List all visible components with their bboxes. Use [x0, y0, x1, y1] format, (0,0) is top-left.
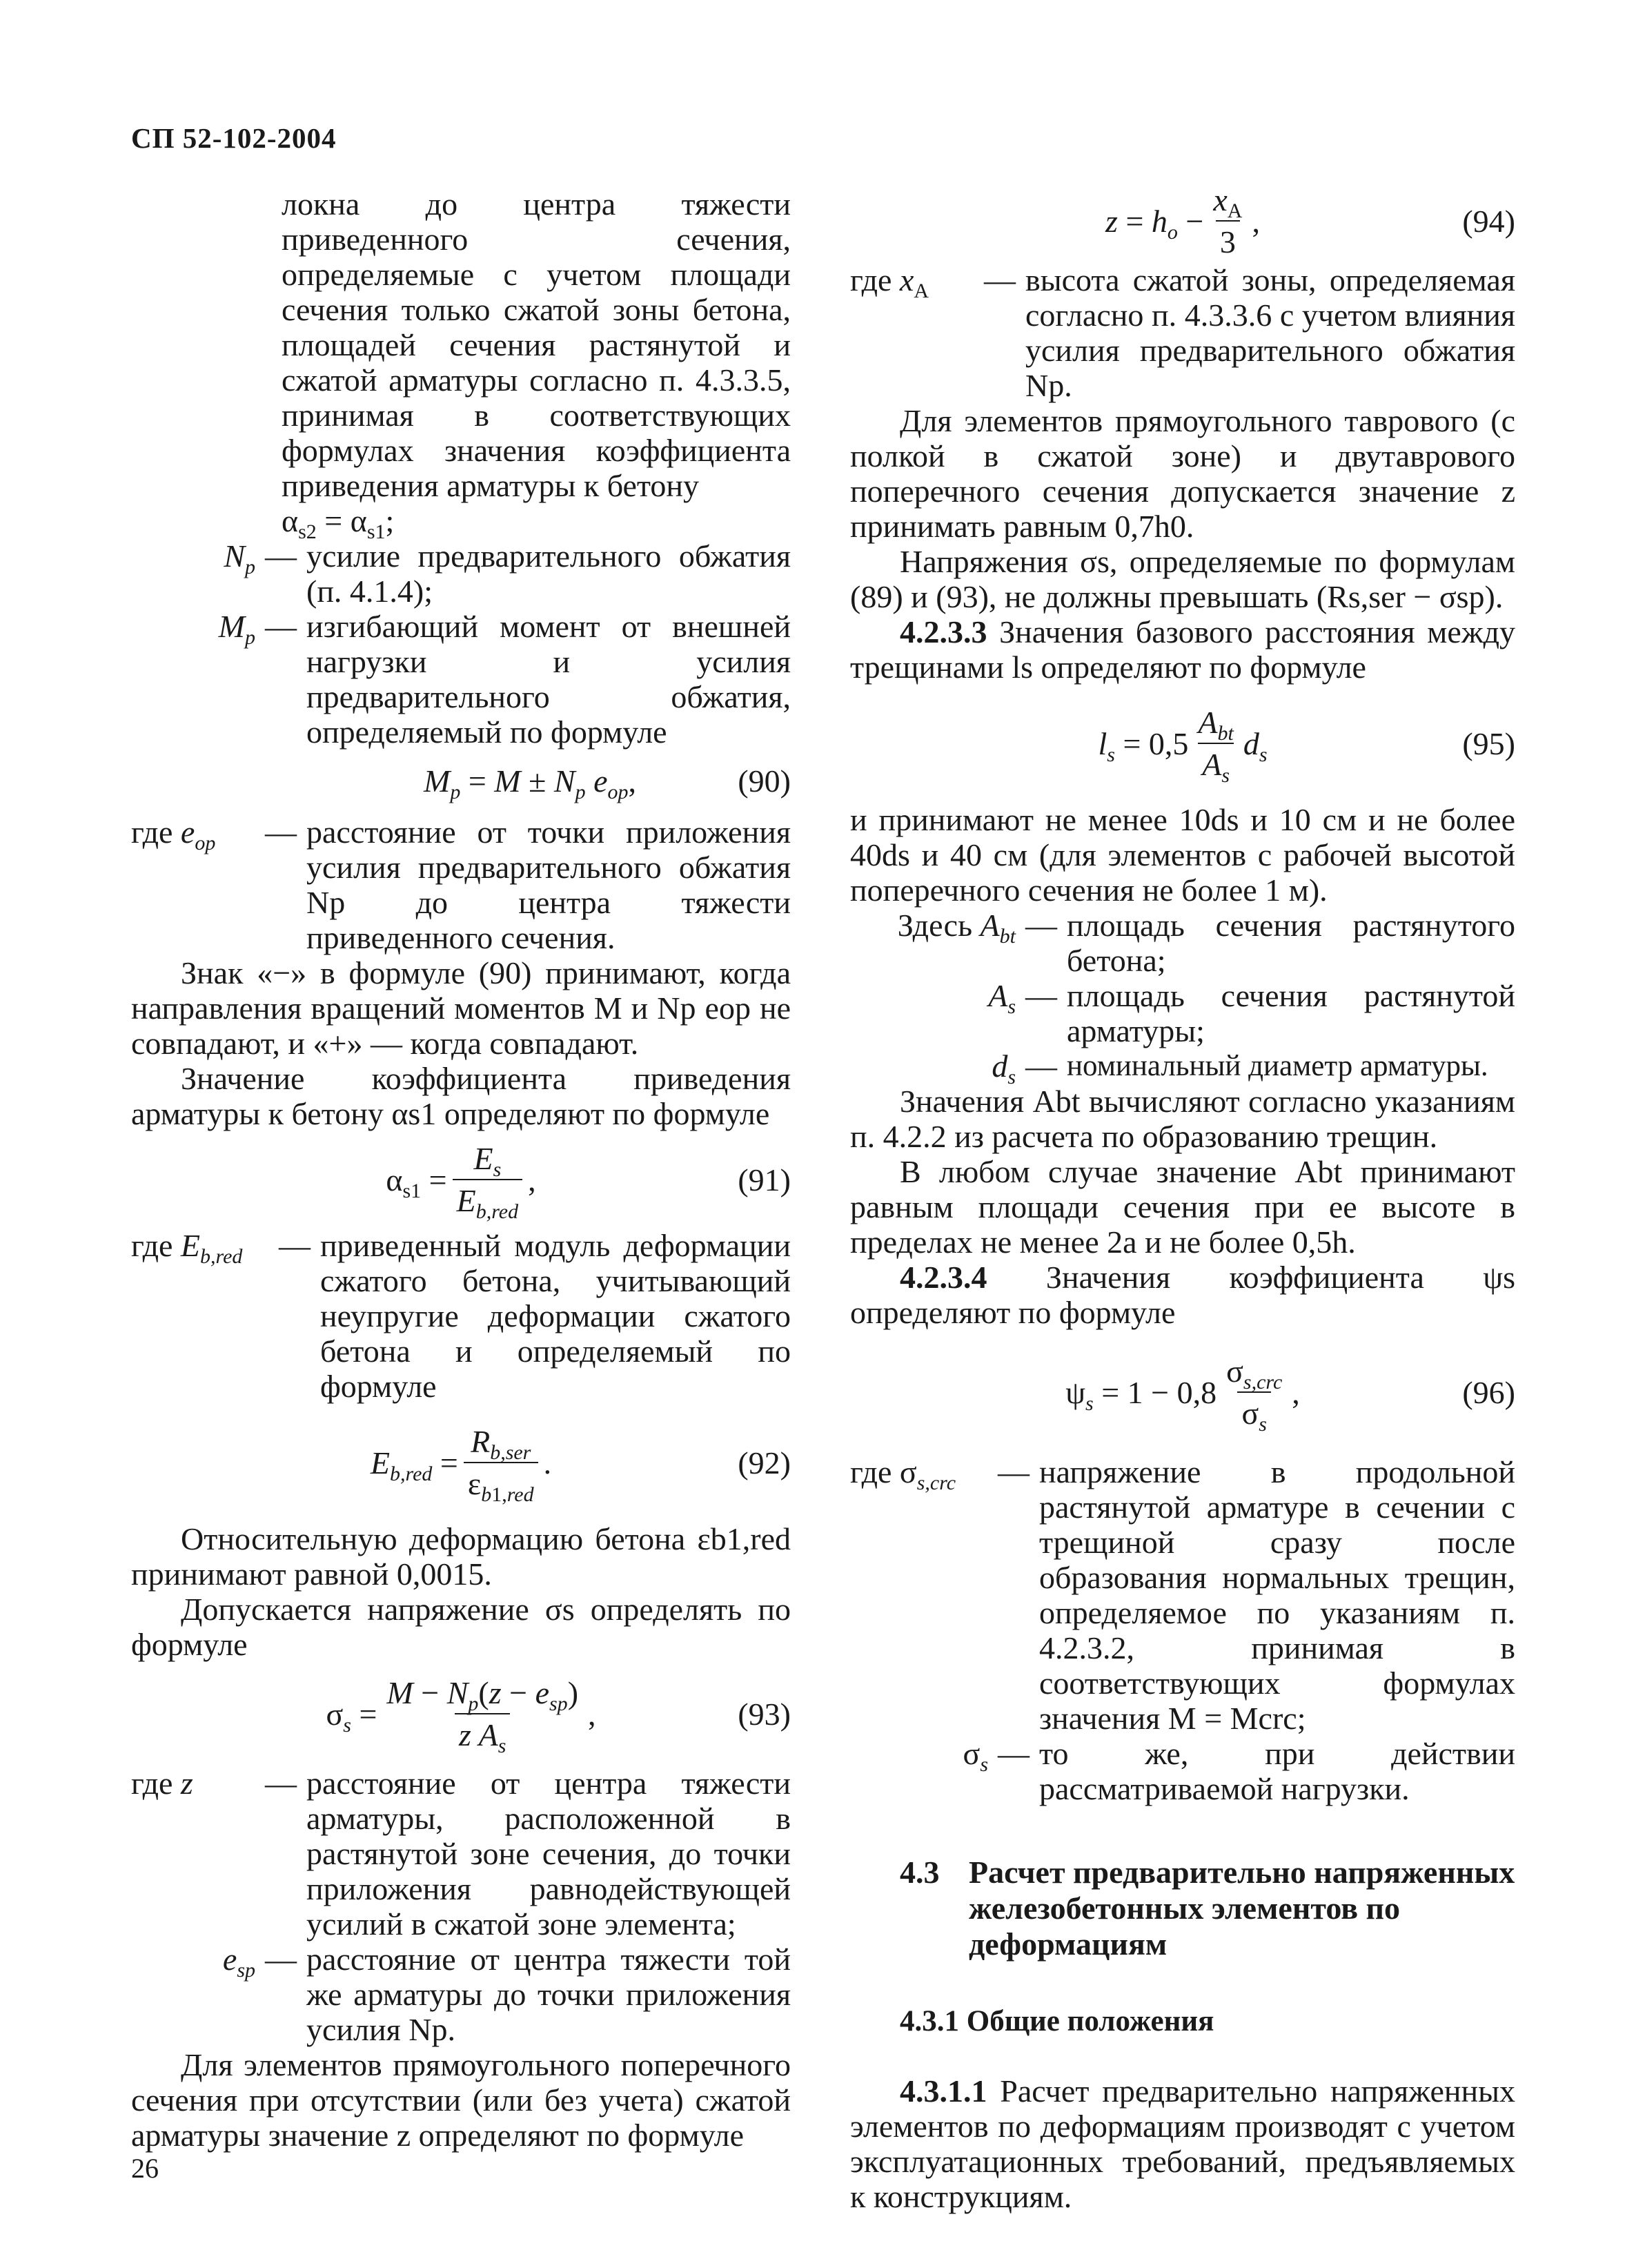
- dash: —: [998, 1736, 1030, 1771]
- equation-91: $\alpha_{s1}$ = $\frac{E_s}{E_{b,red}}$ , (91): [386, 1141, 791, 1223]
- dash: —: [279, 1228, 311, 1263]
- definition-text: то же, при действии рассматриваемой нагрузки.: [1039, 1736, 1515, 1806]
- dash: —: [265, 538, 297, 574]
- equation-number: (93): [738, 1696, 791, 1732]
- definition-text: номинальный диаметр арматуры.: [1067, 1050, 1488, 1082]
- symbol-eop: где $e_{op}$: [131, 814, 216, 854]
- paragraph-min: и принимают не менее 10ds и 10 см и не более 40ds и 40 см (для элементов с рабочей высотой поперечного сечения не более 1 м).: [850, 802, 1515, 908]
- section-number: 4.2.3.4: [900, 1260, 987, 1295]
- dash: —: [265, 814, 297, 850]
- symbol-scrc: где $\sigma_{s,crc}$: [850, 1454, 956, 1494]
- where-label: где: [131, 1766, 173, 1801]
- dash: —: [1025, 908, 1057, 943]
- paragraph-abt: Значения Abt вычисляют согласно указаниям п. 4.2.2 из расчета по образованию трещин.: [850, 1084, 1515, 1154]
- dash: —: [1025, 1048, 1057, 1084]
- definition-np: [131, 538, 791, 609]
- equation-number: (92): [738, 1445, 791, 1480]
- heading-text: Расчет предварительно напряженных железобетонных элементов по деформациям: [969, 1855, 1515, 1962]
- symbol-as: $A_s$: [988, 978, 1016, 1018]
- section-4-2-3-4: [850, 1260, 1515, 1330]
- heading-number: 4.3: [900, 1855, 940, 1890]
- equation-90: $M_p = M \pm N_p$ $e_{op}$, (90): [424, 763, 791, 803]
- definition-text: площадь сечения растянутого бетона;: [1067, 908, 1515, 978]
- definition-ds: [850, 1048, 1515, 1088]
- dash: —: [265, 1766, 297, 1801]
- paragraph-sign: Знак «−» в формуле (90) принимают, когда направления вращений моментов M и Np eop не совпадают, и «+» — когда совпадают.: [131, 955, 791, 1061]
- symbol-ebred: где $E_{b,red}$: [131, 1228, 243, 1268]
- section-number: 4.2.3.3: [900, 614, 987, 649]
- continuation-text: локна до центра тяжести приведенного сечения, определяемые с учетом площади сечения только сжатой зоны бетона, площадей сечения растянутой и сжатой арматуры согласно п. 4.3.3.5, принимая в соответствующих формулах значения коэффициента приведения арматуры к бетону: [282, 186, 791, 503]
- section-4-3-1-1: [850, 2073, 1515, 2214]
- where-label: где: [850, 262, 892, 297]
- equation-number: (95): [1462, 725, 1515, 761]
- definition-text: напряжение в продольной растянутой арматуре в сечении с трещиной сразу после образования нормальных трещин, определяемое по указаниям п. 4.2.3.2, принимая в соответствующих формулах значения M = Mcrc;: [1039, 1454, 1515, 1736]
- left-column: [131, 186, 791, 2153]
- page-number: 26: [131, 2153, 159, 2184]
- equation-92: $E_{b,red}$ = $\frac{R_{b,ser}}{\varepsilon_{b1,red}}$ . (92): [370, 1424, 791, 1506]
- section-text: Расчет предварительно напряженных элементов по деформациям производят с учетом эксплуатационных требований, предъявляемых к конструкциям.: [850, 2073, 1516, 2214]
- where-label: где: [850, 1454, 892, 1489]
- symbol-esp: $e_{sp}$: [222, 1942, 255, 1982]
- paragraph-sigma: Допускается напряжение σs определять по формуле: [131, 1592, 791, 1662]
- section-text: Значения базового расстояния между трещинами ls определяют по формуле: [850, 614, 1516, 685]
- dash: —: [984, 262, 1016, 297]
- equation-number: (96): [1462, 1374, 1515, 1410]
- definition-text: расстояние от центра тяжести арматуры, расположенной в растянутой зоне сечения, до точки приложения равнодействующей усилий в сжатой зоне элемента;: [306, 1766, 791, 1942]
- definition-ss: [850, 1736, 1515, 1806]
- definition-text: площадь сечения растянутой арматуры;: [1067, 978, 1515, 1048]
- document-code: СП 52-102-2004: [131, 122, 337, 154]
- symbol-mp: $M_p$: [218, 609, 255, 649]
- paragraph-stress: Напряжения σs, определяемые по формулам (89) и (93), не должны превышать (Rs,ser − σsp).: [850, 544, 1515, 614]
- symbol-abt: Здесь $A_{bt}$: [897, 908, 1016, 948]
- definition-text: приведенный модуль деформации сжатого бетона, учитывающий неупругие деформации сжатого бетона и определяемый по формуле: [320, 1228, 791, 1404]
- symbol-ss: $\sigma_s$: [963, 1736, 988, 1776]
- definition-abt: [850, 908, 1515, 978]
- definition-eop: [131, 814, 791, 955]
- equation-93: $\sigma_s$ = $\frac{M - N_p(z - e_{sp})}{z A_s}$ , (93): [326, 1675, 791, 1757]
- paragraph-rect: Для элементов прямоугольного поперечного сечения при отсутствии (или без учета) сжатой арматуры значение z определяют по формуле: [131, 2047, 791, 2153]
- paragraph-any: В любом случае значение Abt принимают равным площади сечения при ее высоте в пределах не менее 2a и не более 0,5h.: [850, 1154, 1515, 1260]
- equation-94: $z = h_o$ − $\frac{x_A}{3}$ , (94): [1105, 182, 1515, 260]
- definition-xa: [850, 262, 1515, 403]
- equation-96: $\psi_s = 1 - 0,8$ $\frac{\sigma_{s,crc}}{\sigma_s}$ , (96): [1065, 1353, 1515, 1436]
- here-label: Здесь: [897, 908, 973, 943]
- where-label: где: [131, 814, 173, 850]
- dash: —: [998, 1454, 1030, 1489]
- definition-text: высота сжатой зоны, определяемая согласно п. 4.3.3.6 с учетом влияния усилия предварительного обжатия Np.: [1025, 262, 1515, 403]
- paragraph-alpha: Значение коэффициента приведения арматуры к бетону αs1 определяют по формуле: [131, 1061, 791, 1131]
- dash: —: [265, 1942, 297, 1977]
- heading-4-3-1: 4.3.1 Общие положения: [900, 2005, 1214, 2037]
- definition-ebred: [131, 1228, 791, 1404]
- definition-scrc: [850, 1454, 1515, 1736]
- formula-alpha-equal: $\alpha_{s2} = \alpha_{s1}$;: [282, 503, 395, 543]
- definition-mp: [131, 609, 791, 750]
- definition-text: расстояние от центра тяжести той же арматуры до точки приложения усилия Np.: [306, 1942, 791, 2047]
- symbol-z: где z: [131, 1766, 193, 1801]
- symbol-ds: $d_s$: [992, 1048, 1016, 1088]
- right-column: [850, 182, 1516, 2214]
- definition-as: [850, 978, 1515, 1048]
- section-number: 4.3.1.1: [900, 2073, 987, 2109]
- definition-text: расстояние от точки приложения усилия предварительного обжатия Np до центра тяжести приведенного сечения.: [306, 814, 791, 955]
- definition-text: изгибающий момент от внешней нагрузки и усилия предварительного обжатия, определяемый по формуле: [306, 609, 791, 750]
- symbol-np: $N_p$: [224, 538, 255, 578]
- section-text: Значения коэффициента ψs определяют по формуле: [850, 1260, 1515, 1330]
- equation-number: (94): [1462, 203, 1515, 239]
- paragraph-tee: Для элементов прямоугольного таврового (с полкой в сжатой зоне) и двутаврового поперечного сечения допускается значение z принимать равным 0,7h0.: [850, 403, 1515, 544]
- dash: —: [265, 609, 297, 644]
- equation-number: (91): [738, 1162, 791, 1197]
- where-label: где: [131, 1228, 173, 1263]
- equation-95: $l_s = 0,5$ $\frac{A_{bt}}{A_s}$ $d_s$ (95): [1098, 705, 1515, 787]
- definition-z: [131, 1766, 791, 1942]
- section-4-2-3-3: [850, 614, 1515, 685]
- heading-4-3: [900, 1855, 1515, 1962]
- paragraph-eps: Относительную деформацию бетона εb1,red принимают равной 0,0015.: [131, 1521, 791, 1592]
- definition-text: усилие предварительного обжатия (п. 4.1.4);: [306, 538, 791, 609]
- equation-number: (90): [738, 763, 791, 799]
- definition-esp: [131, 1942, 791, 2047]
- symbol-xa: где $x_A$: [850, 262, 929, 302]
- dash: —: [1025, 978, 1057, 1013]
